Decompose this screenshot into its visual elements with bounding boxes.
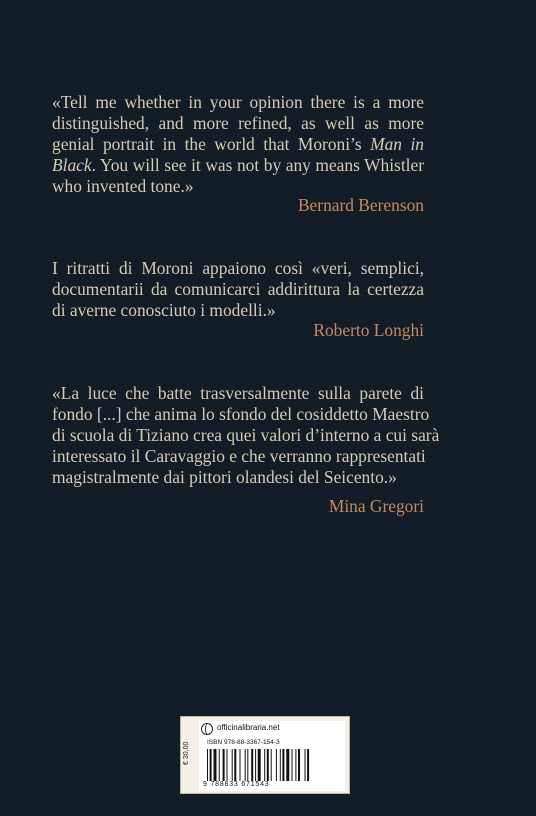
quote-line: fondo [...] che anima lo sfondo del cosiddetto Maestro bbox=[52, 404, 430, 424]
barcode-bar bbox=[305, 749, 306, 781]
barcode-bar bbox=[247, 749, 248, 781]
barcode-label bbox=[180, 716, 350, 794]
barcode-bar bbox=[219, 749, 220, 781]
barcode-bar bbox=[286, 749, 289, 781]
quote-line: «La luce che batte trasversalmente sulla parete di bbox=[52, 383, 424, 403]
barcode-digits: 9 788833 671543 bbox=[203, 781, 270, 788]
barcode-bar bbox=[258, 749, 261, 781]
author-berenson: Bernard Berenson bbox=[297, 195, 424, 215]
quote-line: di averne conosciuto i modelli.» bbox=[52, 300, 276, 320]
publisher-logo-icon bbox=[201, 723, 213, 735]
quote-berenson bbox=[52, 92, 424, 197]
author-gregori: Mina Gregori bbox=[328, 496, 424, 516]
quote-longhi bbox=[52, 258, 424, 321]
author-longhi: Roberto Longhi bbox=[313, 320, 424, 340]
barcode-bar bbox=[295, 749, 296, 781]
barcode-bars bbox=[207, 749, 339, 781]
barcode-bar bbox=[227, 749, 228, 781]
barcode-bar bbox=[232, 749, 233, 781]
barcode-bar bbox=[255, 749, 256, 781]
quote-line: I ritratti di Moroni appaiono così «veri, semplici, bbox=[52, 258, 424, 278]
barcode-bar bbox=[234, 749, 236, 781]
quote-line: magistralmente dai pittori olandesi del Seicento.» bbox=[52, 467, 397, 487]
barcode-bar bbox=[267, 749, 269, 781]
publisher-website: officinalibraria.net bbox=[217, 723, 280, 732]
barcode-panel bbox=[199, 721, 345, 791]
barcode-bar bbox=[292, 749, 293, 781]
barcode-bar bbox=[245, 749, 246, 781]
barcode-bar bbox=[264, 749, 265, 781]
barcode-bar bbox=[207, 749, 208, 781]
barcode-bar bbox=[307, 749, 309, 781]
quote-line: «Tell me whether in your opinion there is a more bbox=[52, 92, 424, 112]
quote-line: who invented tone.» bbox=[52, 176, 194, 196]
quote-line: interessato il Caravaggio e che verranno rappresentati bbox=[52, 446, 426, 466]
quote-line: Black. You will see it was not by any means Whistler bbox=[52, 155, 424, 175]
barcode-bar bbox=[223, 749, 225, 781]
barcode-bar bbox=[251, 749, 253, 781]
quote-line: documentarii da comunicarci addirittura la certezza bbox=[52, 279, 424, 299]
isbn-label: ISBN 978-88-3367-154-3 bbox=[207, 739, 280, 746]
quote-line: genial portrait in the world that Moroni’s Man in bbox=[52, 134, 424, 154]
barcode-bar bbox=[271, 749, 272, 781]
barcode-bar bbox=[240, 749, 241, 781]
barcode-bar bbox=[276, 749, 277, 781]
barcode-bar bbox=[214, 749, 217, 781]
barcode-bar bbox=[282, 749, 284, 781]
price-label: € 30,00 bbox=[183, 741, 190, 765]
barcode-bar bbox=[210, 749, 212, 781]
quote-line: di scuola di Tiziano crea quei valori d’interno a cui sarà bbox=[52, 425, 440, 445]
barcode-bar bbox=[298, 749, 300, 781]
barcode-bar bbox=[280, 749, 281, 781]
quote-gregori bbox=[52, 383, 440, 488]
quote-line: distinguished, and more refined, as well as more bbox=[52, 113, 424, 133]
